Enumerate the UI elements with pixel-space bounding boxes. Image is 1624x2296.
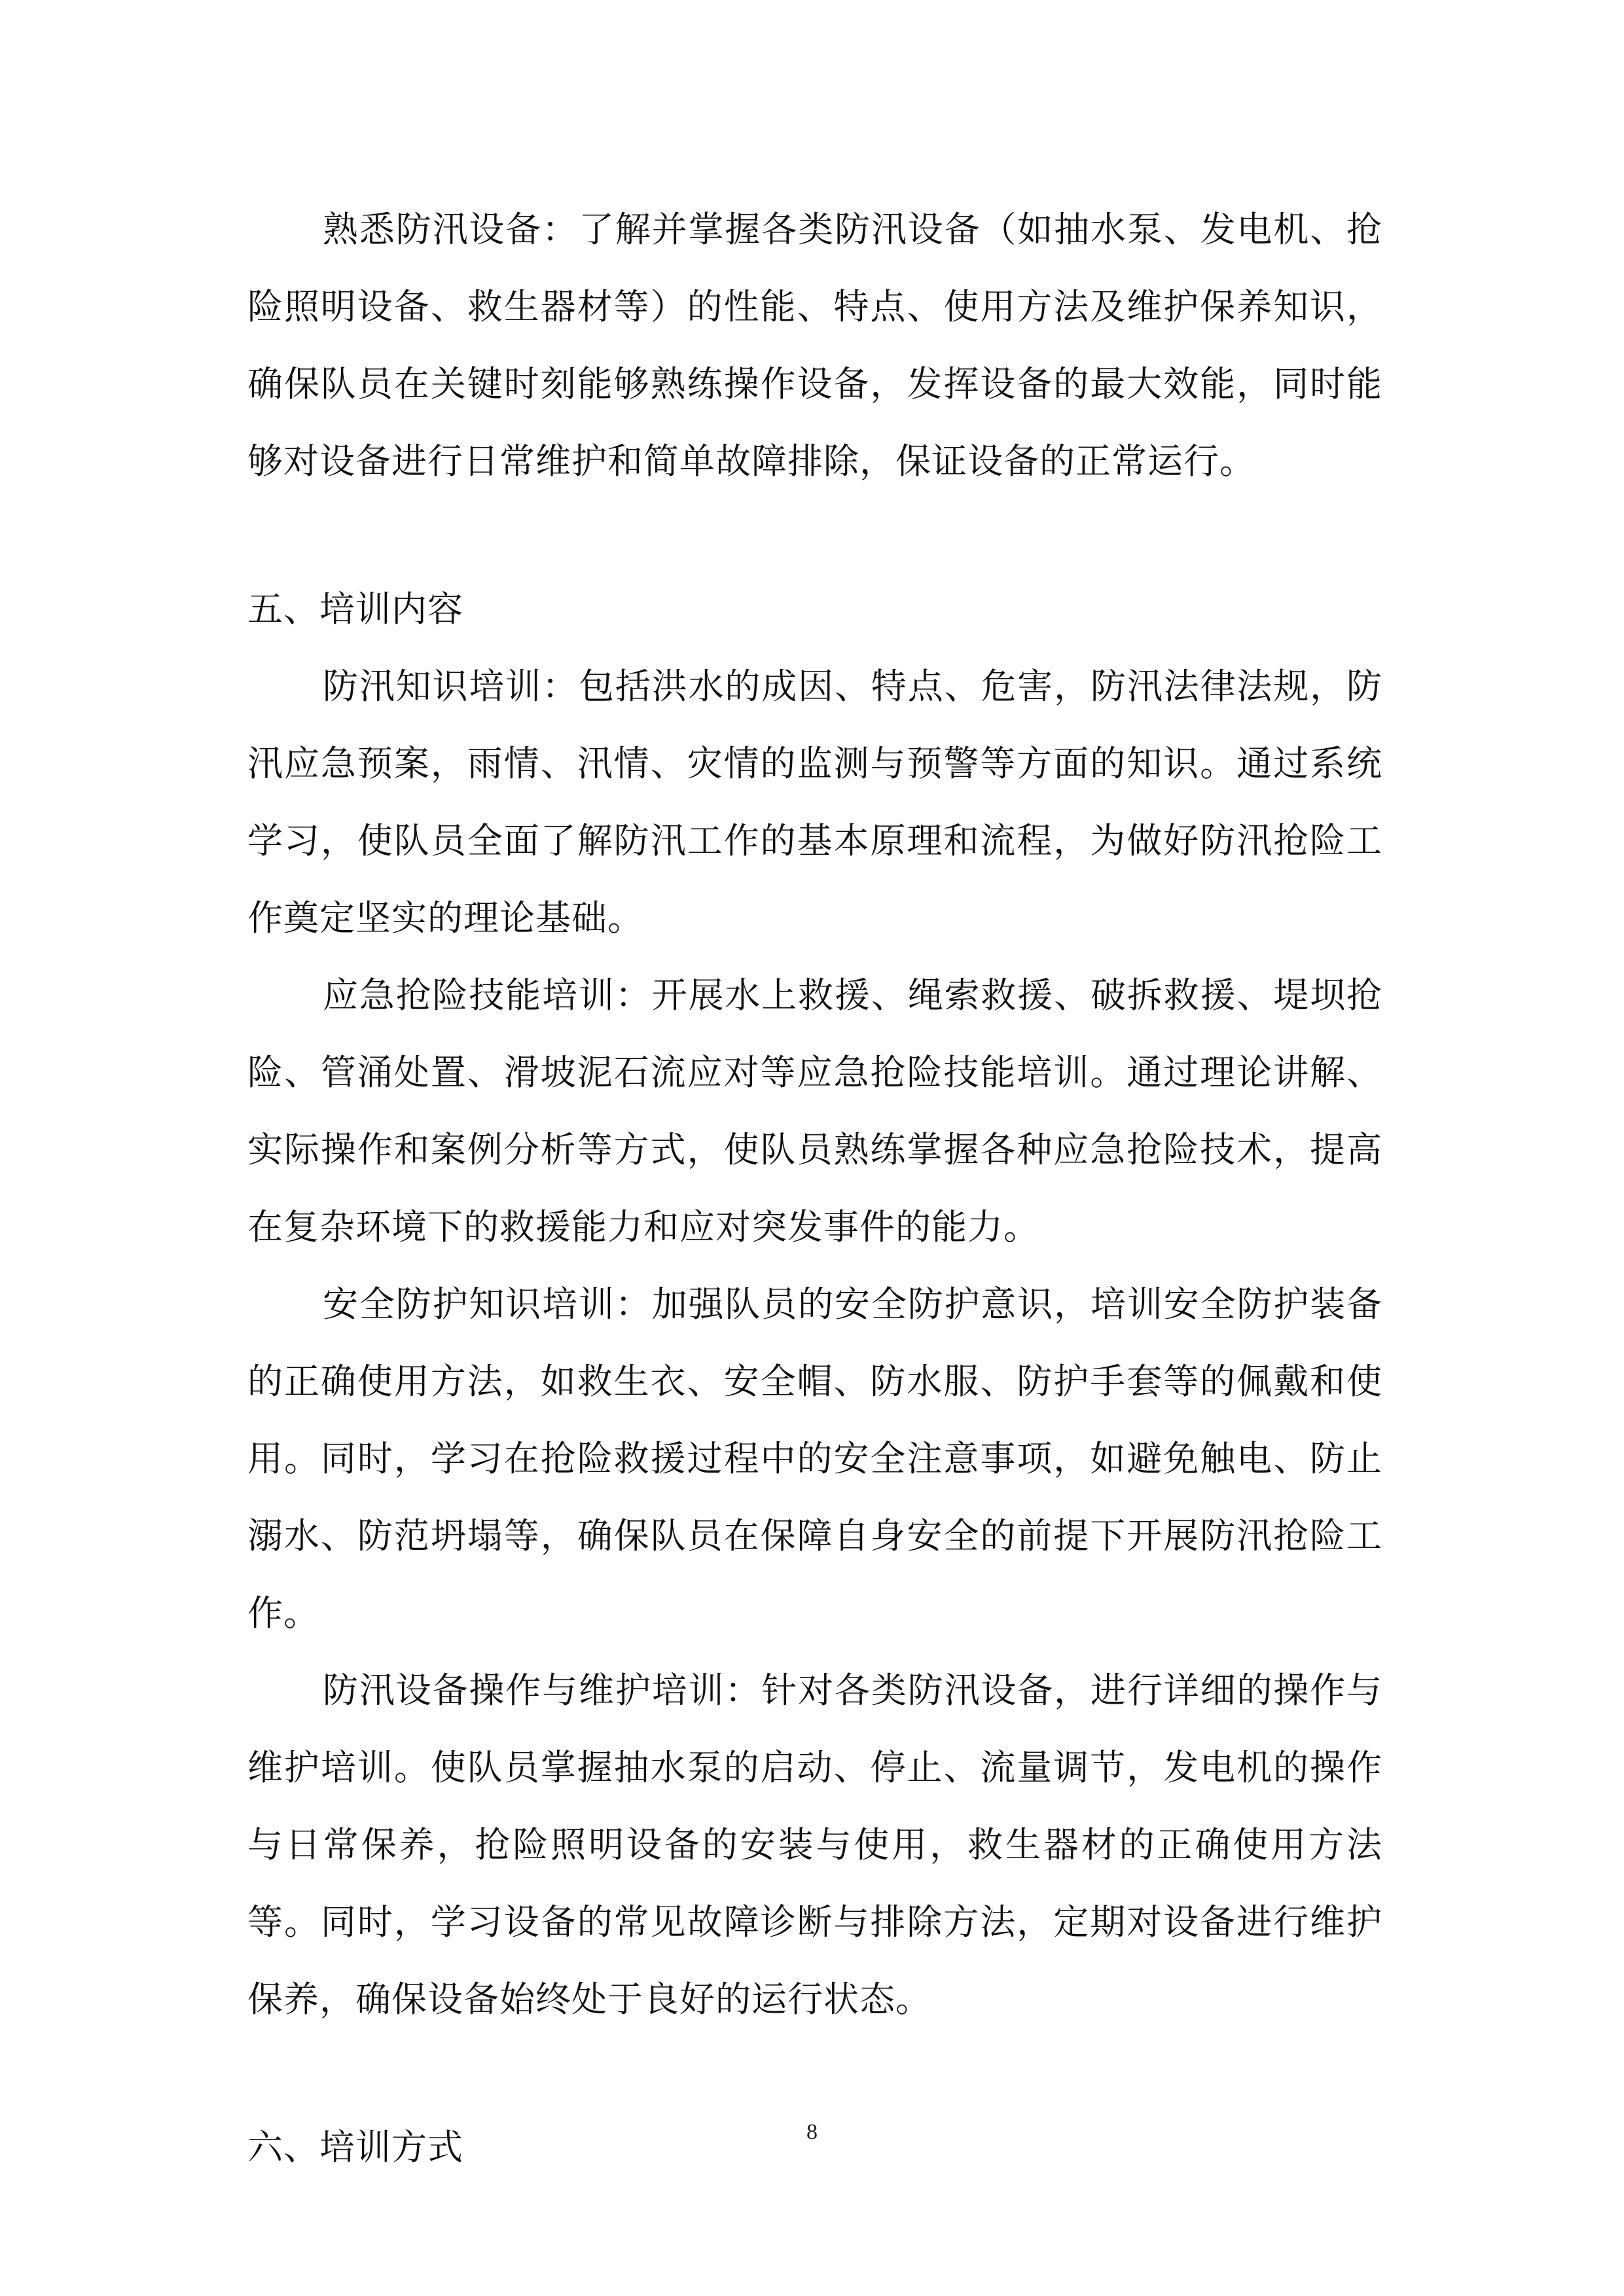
paragraph-equipment-operation-training: 防汛设备操作与维护培训：针对各类防汛设备，进行详细的操作与维护培训。使队员掌握抽水泵的启动、停止、流量调节，发电机的操作与日常保养，抢险照明设备的安装与使用，救生器材的正确使用方法等。同时，学习设备的常见故障诊断与排除方法，定期对设备进行维护保养，确保设备始终处于良好的运行状态。 xyxy=(247,1670,1382,2020)
paragraph-emergency-rescue-skills-training: 应急抢险技能培训：开展水上救援、绳索救援、破拆救援、堤坝抢险、管涌处置、滑坡泥石流应对等应急抢险技能培训。通过理论讲解、实际操作和案例分析等方式，使队员熟练掌握各种应急抢险技术，提高在复杂环境下的救援能力和应对突发事件的能力。 xyxy=(247,975,1382,1247)
page-number: 8 xyxy=(806,2120,818,2144)
section-heading-training-methods: 六、培训方式 xyxy=(247,2126,463,2168)
paragraph-equipment-familiarity: 熟悉防汛设备：了解并掌握各类防汛设备（如抽水泵、发电机、抢险照明设备、救生器材等）的性能、特点、使用方法及维护保养知识，确保队员在关键时刻能够熟练操作设备，发挥设备的最大效能，同时能够对设备进行日常维护和简单故障排除，保证设备的正常运行。 xyxy=(247,209,1382,482)
paragraph-safety-protection-training: 安全防护知识培训：加强队员的安全防护意识，培训安全防护装备的正确使用方法，如救生衣、安全帽、防水服、防护手套等的佩戴和使用。同时，学习在抢险救援过程中的安全注意事项，如避免触电、防止溺水、防范坍塌等，确保队员在保障自身安全的前提下开展防汛抢险工作。 xyxy=(247,1283,1382,1634)
page-content xyxy=(247,191,1382,2186)
section-gap xyxy=(247,500,1382,571)
section-gap xyxy=(247,2038,1382,2109)
section-heading-training-content: 五、培训内容 xyxy=(247,588,463,630)
paragraph-flood-knowledge-training: 防汛知识培训：包括洪水的成因、特点、危害，防汛法律法规，防汛应急预案，雨情、汛情、灾情的监测与预警等方面的知识。通过系统学习，使队员全面了解防汛工作的基本原理和流程，为做好防汛抢险工作奠定坚实的理论基础。 xyxy=(247,666,1382,939)
